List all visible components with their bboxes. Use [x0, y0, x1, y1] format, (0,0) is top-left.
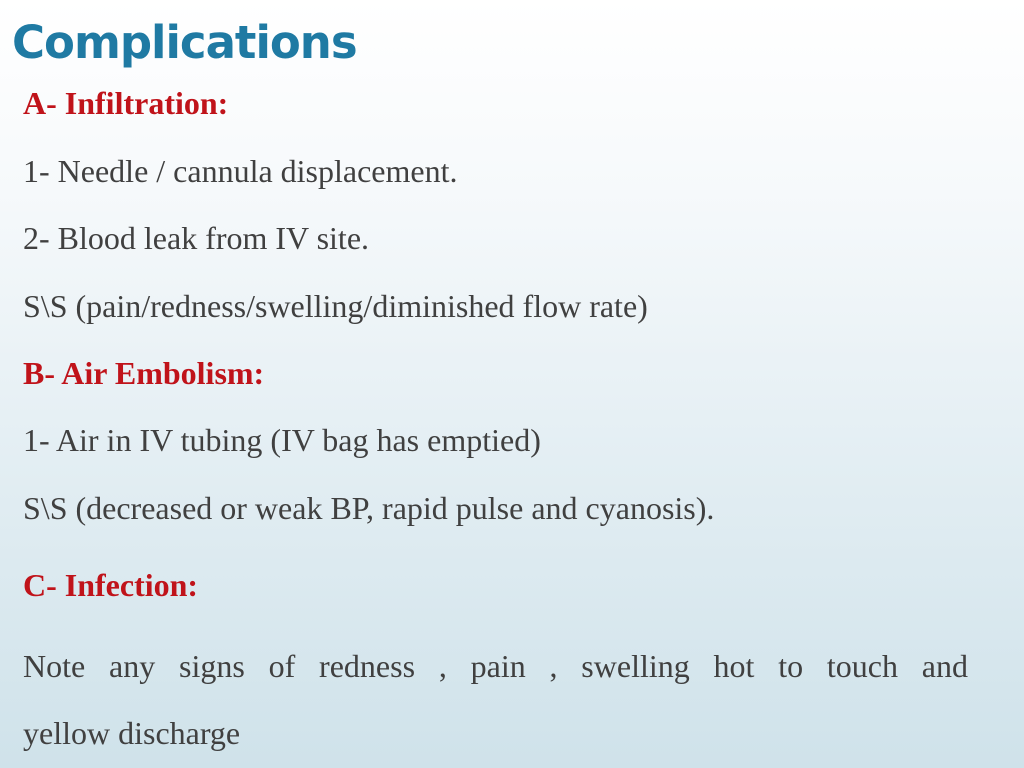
- infection-note-line-2: yellow discharge: [23, 715, 241, 751]
- section-heading-infiltration: A- Infiltration:: [23, 85, 229, 121]
- slide-title: Complications: [12, 16, 357, 69]
- infiltration-signs: S\S (pain/redness/swelling/diminished flow rate): [23, 288, 648, 324]
- infection-note-line-1: Note any signs of redness , pain , swelling hot to touch and: [23, 648, 968, 684]
- infiltration-item-2: 2- Blood leak from IV site.: [23, 220, 370, 256]
- air-embolism-signs: S\S (decreased or weak BP, rapid pulse and cyanosis).: [23, 490, 715, 526]
- infiltration-item-1: 1- Needle / cannula displacement.: [23, 153, 458, 189]
- section-heading-air-embolism: B- Air Embolism:: [23, 355, 265, 391]
- air-embolism-item-1: 1- Air in IV tubing (IV bag has emptied): [23, 422, 541, 458]
- section-heading-infection: C- Infection:: [23, 567, 199, 603]
